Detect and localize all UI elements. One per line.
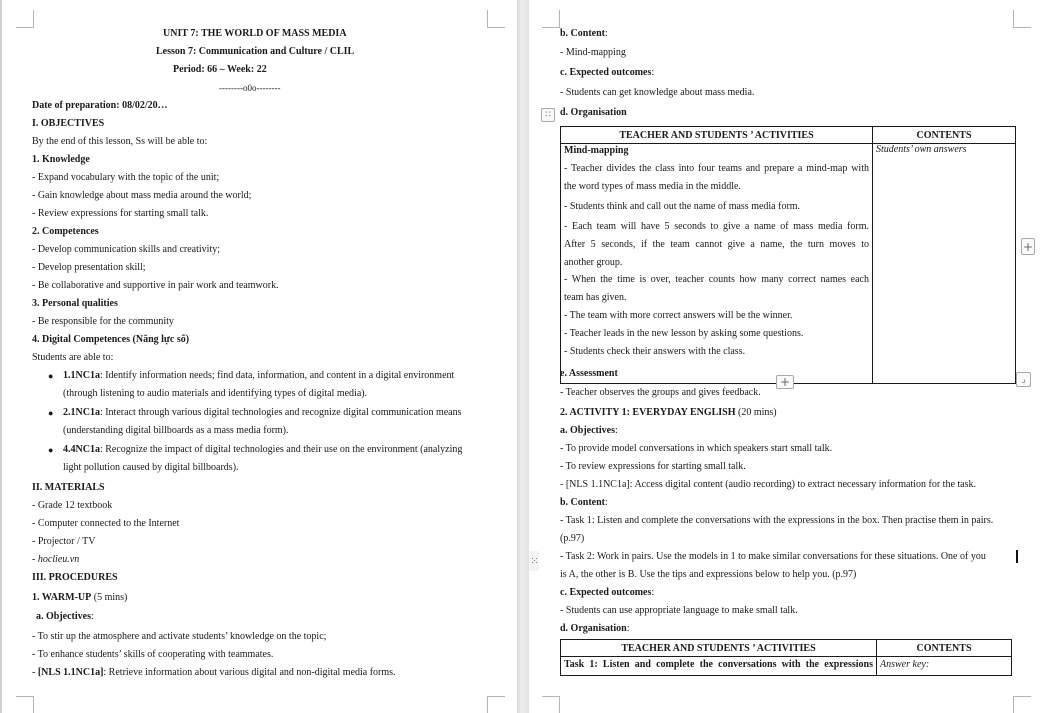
a1-objective: - To provide model conversations in which speakers start small talk.: [560, 443, 833, 454]
materials-item: - Computer connected to the Internet: [32, 518, 180, 529]
objectives-label: a. Objectives: [560, 425, 615, 436]
digital-code: 2.1NC1a: [63, 407, 100, 418]
materials-heading: II. MATERIALS: [32, 482, 105, 493]
a1-objective: - To review expressions for starting small talk.: [560, 461, 746, 472]
materials-item: - Grade 12 textbook: [32, 500, 113, 511]
table-row: [561, 657, 1012, 676]
document-page-1: [0, 0, 517, 713]
crop-mark-top-right: [487, 10, 505, 28]
table-header-row: [561, 640, 1012, 657]
a1-content-line: - Task 1: Listen and complete the conversations with the expressions in the box. Then practise them in pairs.: [560, 515, 994, 526]
activity-line: team has given.: [564, 292, 627, 303]
warmup-heading: [32, 592, 127, 604]
content-heading: [560, 28, 608, 40]
activity1-title: 2. ACTIVITY 1: EVERYDAY ENGLISH: [560, 407, 736, 418]
organisation-heading: d. Organisation: [560, 107, 627, 118]
digital-item-3-cont: light pollution caused by digital billboards).: [63, 462, 239, 473]
contents-cell[interactable]: Students’ own answers: [873, 144, 1016, 384]
outcomes-item: - Students can get knowledge about mass media.: [560, 87, 755, 98]
organisation-table: [560, 126, 1016, 384]
crop-mark-bottom-left: [16, 696, 34, 713]
page-gutter: [517, 0, 529, 713]
crop-mark-top-left: [16, 10, 34, 28]
knowledge-item: - Expand vocabulary with the topic of the unit;: [32, 172, 220, 183]
crop-mark-bottom-left: [542, 696, 560, 713]
a1-content-line: (p.97): [560, 533, 585, 544]
header-activities: TEACHER AND STUDENTS ’ ACTIVITIES: [561, 640, 877, 657]
activity-line: After 5 seconds, if the team cannot give a name, the turn moves to: [564, 239, 869, 250]
assessment-item: - Teacher observes the groups and gives feedback.: [560, 387, 761, 398]
materials-item: - Projector / TV: [32, 536, 96, 547]
a1-organisation-heading: [560, 623, 629, 635]
table-move-handle-icon[interactable]: ∷: [541, 108, 555, 122]
digital-item-1: [63, 370, 454, 382]
dash: -: [32, 667, 38, 678]
digital-item-1-cont: (through listening to audio materials and identifying types of digital media).: [63, 388, 368, 399]
activities-cell[interactable]: Task 1: Listen and complete the conversations with the expressions: [561, 657, 877, 676]
digital-item-text: : Recognize the impact of digital technologies and their use on the environment (analyzing: [99, 444, 463, 455]
outcomes-heading: [560, 67, 654, 79]
warmup-title: 1. WARM-UP: [32, 592, 92, 603]
a1-content-heading: [560, 497, 608, 509]
add-column-icon[interactable]: +: [1022, 239, 1034, 254]
a1-outcome: - Students can use appropriate language to make small talk.: [560, 605, 798, 616]
activity-line: the word types of mass media in the middle.: [564, 181, 741, 192]
bullet-icon: ●: [48, 408, 54, 418]
content-label: b. Content: [560, 28, 606, 39]
warmup-objective: - To stir up the atmosphere and activate students’ knowledge on the topic;: [32, 631, 327, 642]
digital-item-text: : Interact through various digital technologies and recognize digital communication means: [99, 407, 462, 418]
nls-code: [NLS 1.1NC1a]: [565, 479, 630, 490]
objectives-label: a. Objectives: [36, 611, 91, 622]
table-row: [561, 144, 1016, 384]
qualities-item: - Be responsible for the community: [32, 316, 174, 327]
a1-content-line: - Task 2: Work in pairs. Use the models in 1 to make similar conversations for these situations. One of you: [560, 551, 986, 562]
bullet-icon: ●: [48, 371, 54, 381]
a1-outcomes-heading: [560, 587, 654, 599]
digital-item-text: : Identify information needs; find data, information, and content in a digital environment: [99, 370, 455, 381]
knowledge-item: - Gain knowledge about mass media around the world;: [32, 190, 252, 201]
contents-cell[interactable]: Answer key:: [877, 657, 1012, 676]
activity-line: - Teacher divides the class into four teams and prepare a mind-map with: [564, 163, 869, 174]
competences-item: - Develop communication skills and creativity;: [32, 244, 221, 255]
warmup-objective: - To enhance students’ skills of cooperating with teammates.: [32, 649, 274, 660]
nls-text: : Access digital content (audio recording) to extract necessary information for the task.: [629, 479, 977, 490]
a1-content-line: is A, the other is B. Use the tips and expressions below to help you. (p.97): [560, 569, 857, 580]
content-item: - Mind-mapping: [560, 47, 626, 58]
a1-objectives-heading: [560, 425, 618, 437]
add-row-icon[interactable]: +: [776, 375, 794, 389]
warmup-nls: [32, 667, 396, 679]
organisation-label: d. Organisation: [560, 623, 627, 634]
digital-code: 4.4NC1a: [63, 444, 100, 455]
assessment-heading: e. Assessment: [560, 368, 618, 379]
crop-mark-bottom-right: [1013, 696, 1031, 713]
crop-mark-top-right: [1013, 10, 1031, 28]
digital-code: 1.1NC1a: [63, 370, 100, 381]
activity-line: - Students check their answers with the class.: [564, 346, 746, 357]
lesson-title: Lesson 7: Communication and Culture / CLIL: [156, 46, 355, 57]
activities-cell[interactable]: [561, 144, 873, 384]
nls-text: : Retrieve information about various digital and non-digital media forms.: [103, 667, 396, 678]
content-label: b. Content: [560, 497, 606, 508]
digital-item-2-cont: (understanding digital billboards as a mass media form).: [63, 425, 289, 436]
text-cursor: [1016, 550, 1018, 563]
dash: -: [32, 554, 38, 565]
activity-line: - Students think and call out the name of mass media form.: [564, 201, 801, 212]
table-resize-handle-icon[interactable]: ⌟: [1016, 372, 1031, 387]
knowledge-heading: 1. Knowledge: [32, 154, 90, 165]
digital-intro: Students are able to:: [32, 352, 114, 363]
digital-item-3: [63, 444, 462, 456]
competences-item: - Develop presentation skill;: [32, 262, 146, 273]
objectives-heading: I. OBJECTIVES: [32, 118, 105, 129]
period-info: Period: 66 – Week: 22: [173, 64, 267, 75]
competences-item: - Be collaborative and supportive in pair work and teamwork.: [32, 280, 279, 291]
header-contents: CONTENTS: [873, 127, 1016, 144]
outcomes-label: c. Expected outcomes: [560, 67, 652, 78]
colon: :: [91, 611, 94, 622]
colon: :: [651, 67, 655, 78]
colon: :: [615, 425, 618, 436]
dash: -: [560, 479, 566, 490]
materials-item-link: [32, 554, 79, 566]
digital-item-2: [63, 407, 462, 419]
colon: :: [605, 28, 608, 39]
activity-line: - Each team will have 5 seconds to give a name of mass media form.: [564, 221, 869, 232]
date-of-preparation: Date of preparation: 08/02/20…: [32, 100, 168, 111]
paragraph-drag-handle-icon[interactable]: ⁙: [529, 551, 539, 571]
colon: :: [605, 497, 608, 508]
header-contents: CONTENTS: [877, 640, 1012, 657]
colon: :: [651, 587, 655, 598]
competences-heading: 2. Competences: [32, 226, 99, 237]
outcomes-label: c. Expected outcomes: [560, 587, 652, 598]
crop-mark-bottom-right: [487, 696, 505, 713]
hoclieu-link[interactable]: hoclieu.vn: [37, 554, 80, 565]
unit-title: UNIT 7: THE WORLD OF MASS MEDIA: [163, 28, 347, 39]
activity-title: Mind-mapping: [564, 145, 629, 156]
procedures-heading: III. PROCEDURES: [32, 572, 118, 583]
knowledge-item: - Review expressions for starting small talk.: [32, 208, 209, 219]
activity-line: - Teacher leads in the new lesson by asking some questions.: [564, 328, 804, 339]
crop-mark-top-left: [542, 10, 560, 28]
activity1-heading: [560, 407, 777, 419]
activity-line: another group.: [564, 257, 623, 268]
digital-competences-heading: 4. Digital Competences (Năng lực số): [32, 334, 190, 345]
separator: --------o0o--------: [219, 83, 281, 93]
qualities-heading: 3. Personal qualities: [32, 298, 118, 309]
objectives-intro: By the end of this lesson, Ss will be able to:: [32, 136, 208, 147]
activity1-organisation-table: [560, 639, 1012, 676]
header-activities: TEACHER AND STUDENTS ’ ACTIVITIES: [561, 127, 873, 144]
warmup-objectives-heading: [36, 611, 94, 623]
document-page-2: [529, 0, 1041, 713]
nls-code: [NLS 1.1NC1a]: [37, 667, 104, 678]
a1-nls: [560, 479, 976, 491]
colon: :: [626, 623, 630, 634]
warmup-duration: (5 mins): [91, 592, 128, 603]
activity-line: - The team with more correct answers will be the winner.: [564, 310, 793, 321]
activity1-duration: (20 mins): [735, 407, 777, 418]
table-header-row: [561, 127, 1016, 144]
activity-line: - When the time is over, teacher counts how many correct names each: [564, 274, 869, 285]
bullet-icon: ●: [48, 445, 54, 455]
